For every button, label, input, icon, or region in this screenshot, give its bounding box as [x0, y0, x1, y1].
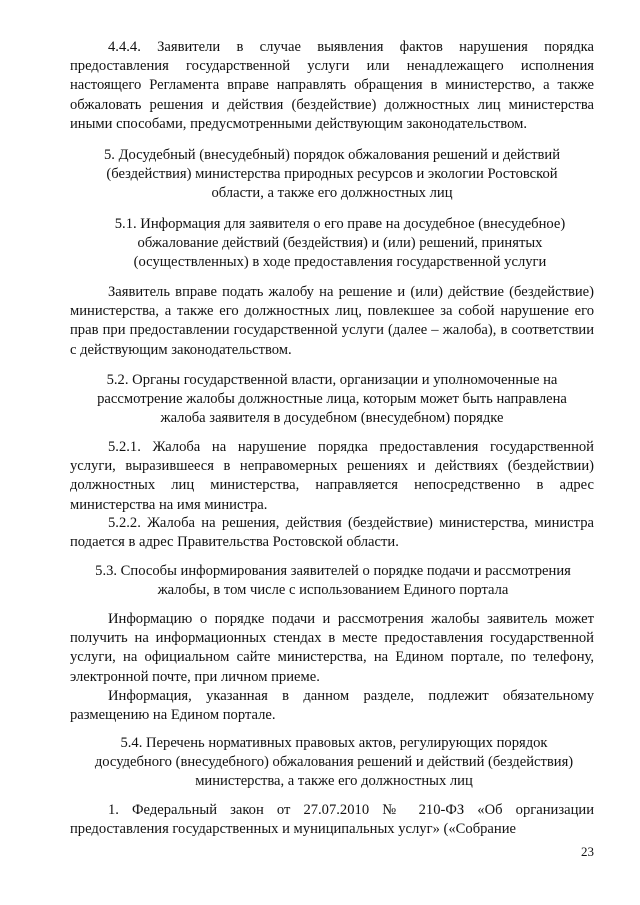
paragraph-5-4-item-1: 1. Федеральный закон от 27.07.2010 № 210-ФЗ «Об организации предоставления государственных и муниципальных услуг» («Собрание — [70, 802, 594, 838]
paragraph-5-2-2: 5.2.2. Жалоба на решения, действия (бездействие) министерства, министра подается в адрес Правительства Ростовской области. — [70, 515, 594, 551]
paragraph-4-4-4: 4.4.4. Заявители в случае выявления фактов нарушения порядка предоставления государственной услуги или ненадлежащего исполнения настоящего Регламента вправе направлять обращения в министерство, а также обжаловать решения и действия (бездействие) должностных лиц министерства иными способами, предусмотренными действующим законодательством. — [70, 39, 594, 132]
page-number: 23 — [581, 844, 594, 859]
section-5-3-heading: 5.3. Способы информирования заявителей о порядке подачи и рассмотрения жалобы, в том числе с использованием Единого портала — [95, 563, 571, 599]
section-5-2-heading: 5.2. Органы государственной власти, организации и уполномоченные на рассмотрение жалобы должностные лица, которым может быть направлена жалоба заявителя в досудебном (внесудебном) порядке — [97, 372, 567, 427]
paragraph-5-2-1: 5.2.1. Жалоба на нарушение порядка предоставления государственной услуги, выразившееся в неправомерных решениях и действиях (бездействии) должностных лиц министерства, направляется непосредственно в адрес министерства на имя министра. — [70, 439, 594, 513]
paragraph-5-1: Заявитель вправе подать жалобу на решение и (или) действие (бездействие) министерства, а также его должностных лиц, повлекшее за собой нарушение его прав при предоставлении государственной услуги (далее – жалоба), в соответствии с действующим законодательством. — [70, 284, 594, 358]
paragraph-5-3-a: Информацию о порядке подачи и рассмотрения жалобы заявитель может получить на информационных стендах в месте предоставления государственной услуги, на официальном сайте министерства, на Едином портале, по телефону, электронной почте, при личном приеме. — [70, 611, 594, 685]
paragraph-5-3-b: Информация, указанная в данном разделе, подлежит обязательному размещению на Едином портале. — [70, 688, 594, 724]
section-5-4-heading: 5.4. Перечень нормативных правовых актов, регулирующих порядок досудебного (внесудебного) обжалования решений и действий (бездействия) министерства, а также его должностных лиц — [94, 735, 574, 790]
section-5-1-heading: 5.1. Информация для заявителя о его праве на досудебное (внесудебное) обжалование действий (бездействия) и (или) решений, принятых (осуществленных) в ходе предоставления государственной услуги — [114, 216, 566, 271]
section-5-heading: 5. Досудебный (внесудебный) порядок обжалования решений и действий (бездействия) министерства природных ресурсов и экологии Ростовской области, а также его должностных лиц — [103, 147, 561, 202]
